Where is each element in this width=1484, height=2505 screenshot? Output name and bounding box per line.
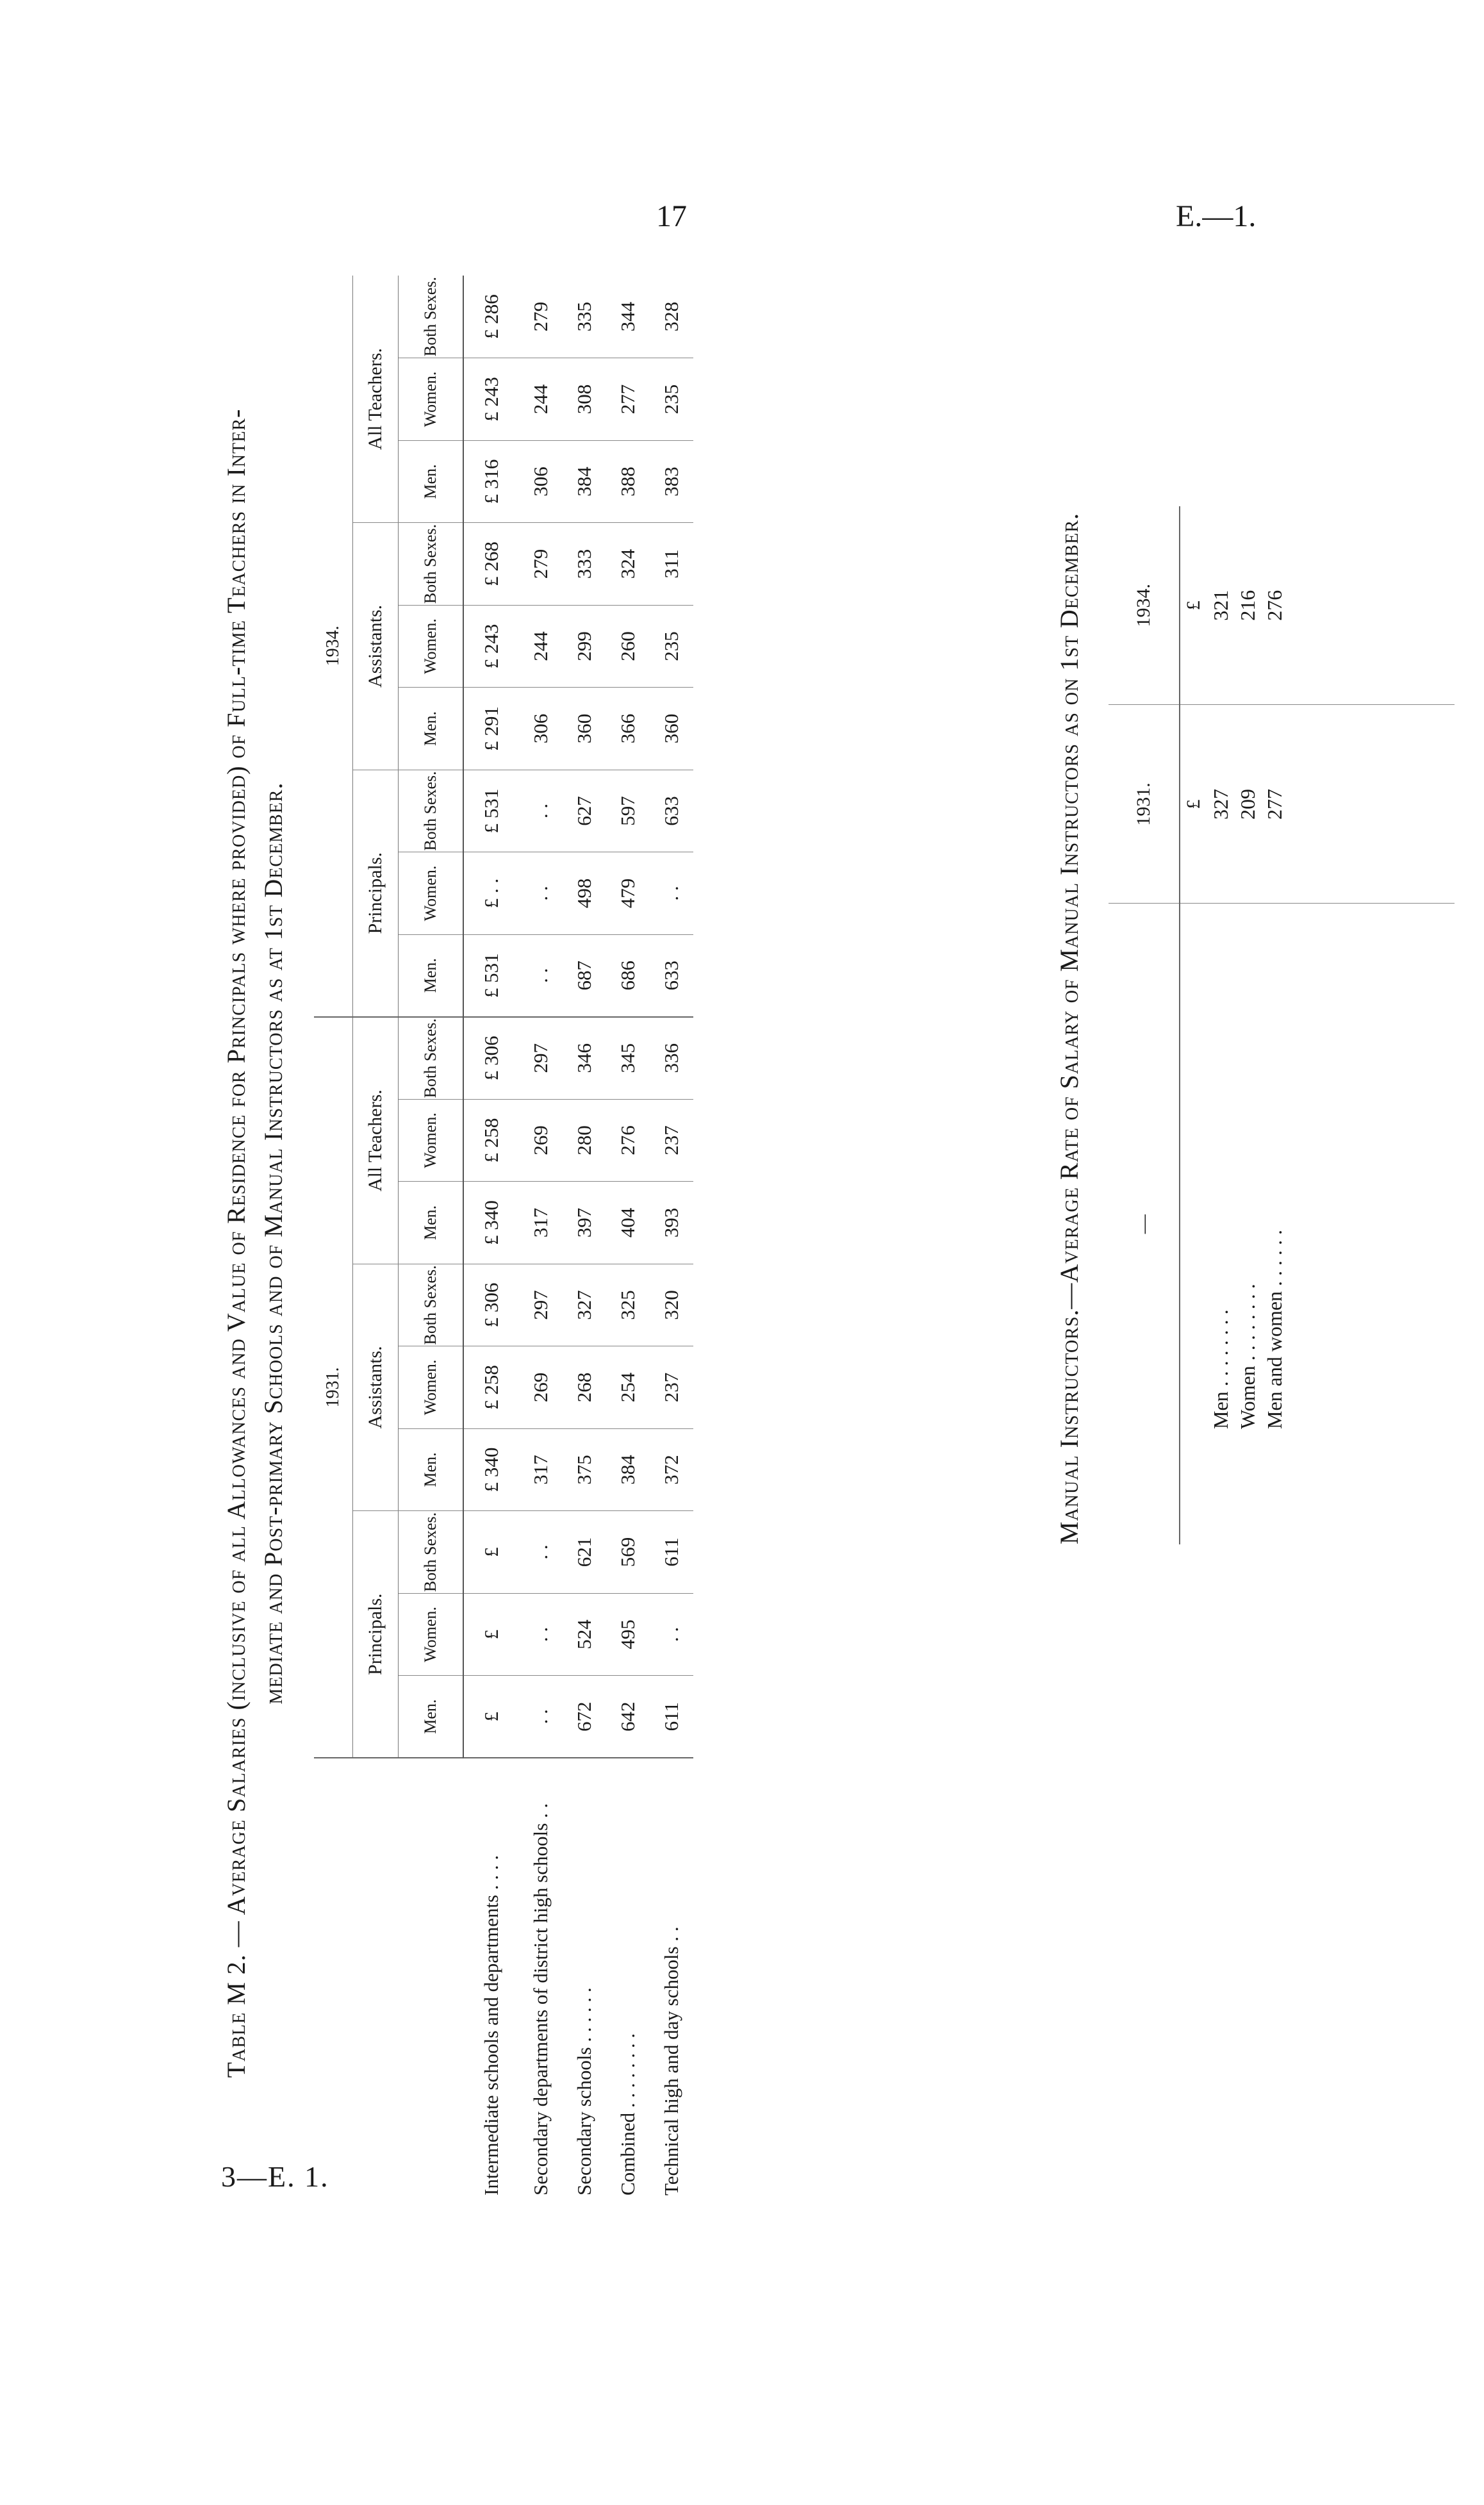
table-cell: 333 — [563, 523, 606, 606]
table-cell: £ 286 — [463, 276, 519, 358]
row-label: Secondary departments of district high schools . . — [529, 1803, 552, 2195]
table-cell: 375 — [563, 1428, 606, 1511]
subcol-header: Women. — [399, 605, 464, 688]
subcol-header: Women. — [399, 1099, 464, 1182]
row-label: Intermediate schools and departments . . . . — [479, 1855, 502, 2195]
row-label: Combined . . . . . . . . — [616, 2033, 639, 2195]
table-cell: 335 — [563, 276, 606, 358]
table-cell: £ 531 — [463, 770, 519, 852]
table2-cell: 321 — [1207, 506, 1234, 705]
table-cell: 611 — [650, 1676, 693, 1758]
table-cell: 388 — [606, 440, 650, 523]
group-principals-1931: Principals. — [353, 1511, 399, 1758]
footer-reference: 3—E. 1. — [221, 2160, 329, 2193]
table-cell: . . — [519, 1676, 563, 1758]
subcol-header: Women. — [399, 1593, 464, 1676]
table-cell: 235 — [650, 358, 693, 441]
table-cell: 495 — [606, 1593, 650, 1676]
subcol-header: Women. — [399, 1346, 464, 1429]
table-cell: £ 268 — [463, 523, 519, 606]
table2-cell: 216 — [1234, 506, 1261, 705]
table-cell: 317 — [519, 1182, 563, 1264]
table-cell: 268 — [563, 1346, 606, 1429]
table-cell: 479 — [606, 852, 650, 935]
table-cell: . . — [650, 1593, 693, 1676]
table2-year-1934: 1934. — [1109, 506, 1180, 705]
subcol-header: Both Sexes. — [399, 523, 464, 606]
table2-cell: 209 — [1234, 705, 1261, 904]
subcol-header: Men. — [399, 1676, 464, 1758]
table-cell: £ 243 — [463, 358, 519, 441]
table-cell: 237 — [650, 1346, 693, 1429]
table-cell: 633 — [650, 934, 693, 1017]
table1-year-1931: 1931. — [314, 1017, 353, 1758]
table-cell: 384 — [606, 1428, 650, 1511]
table2-bottom-space — [1288, 705, 1455, 904]
table-cell: 404 — [606, 1182, 650, 1264]
table-cell: 320 — [650, 1264, 693, 1346]
subcol-header: Men. — [399, 688, 464, 770]
page-number: 17 — [656, 199, 687, 233]
table2-cell-empty — [1180, 904, 1207, 1544]
table-cell: 308 — [563, 358, 606, 441]
group-all-teachers-1934: All Teachers. — [353, 276, 399, 523]
table-cell: £ 243 — [463, 605, 519, 688]
table-cell: . . — [650, 852, 693, 935]
table-cell: 686 — [606, 934, 650, 1017]
table1-title-line2: mediate and Post-primary Schools and of Manual Instructors as at 1st December. — [259, 782, 288, 1705]
table-cell: 336 — [650, 1017, 693, 1100]
group-principals-1934: Principals. — [353, 770, 399, 1017]
table-cell: 627 — [563, 770, 606, 852]
subcol-header: Women. — [399, 358, 464, 441]
table-cell: . . — [519, 770, 563, 852]
table-cell: 269 — [519, 1346, 563, 1429]
table2-title: Manual Instructors.—Average Rate of Salary of Manual Instructors as on 1st December. — [1055, 512, 1084, 1544]
table2-currency-1934: £ — [1180, 506, 1207, 705]
table-cell: 642 — [606, 1676, 650, 1758]
table-cell: 672 — [563, 1676, 606, 1758]
table-cell: £ — [463, 1511, 519, 1594]
table-cell: 299 — [563, 605, 606, 688]
manual-instructors-table — [1109, 506, 1455, 1544]
table-cell: 372 — [650, 1428, 693, 1511]
subcol-header: Men. — [399, 440, 464, 523]
table-cell: 254 — [606, 1346, 650, 1429]
table2-cell: 276 — [1261, 506, 1288, 705]
table-cell: £ 306 — [463, 1017, 519, 1100]
table-cell: £ — [463, 1676, 519, 1758]
table-cell: 611 — [650, 1511, 693, 1594]
document-reference: E.—1. — [1176, 199, 1257, 233]
table2-row-label: Men and women . . . . . . — [1262, 1229, 1286, 1429]
group-assistants-1934: Assistants. — [353, 523, 399, 770]
table2-cell: 277 — [1261, 705, 1288, 904]
table-cell: 306 — [519, 440, 563, 523]
subcol-header: Men. — [399, 1182, 464, 1264]
table-cell: 280 — [563, 1099, 606, 1182]
table-cell: 279 — [519, 276, 563, 358]
table-cell: . . — [519, 934, 563, 1017]
row-label: Secondary schools . . . . . . — [573, 1987, 595, 2195]
table-cell: 244 — [519, 358, 563, 441]
subcol-header: Both Sexes. — [399, 1511, 464, 1594]
table-cell: . . — [519, 1511, 563, 1594]
table-cell: 328 — [650, 276, 693, 358]
table-cell: 498 — [563, 852, 606, 935]
table-cell: 260 — [606, 605, 650, 688]
rotated-content — [218, 263, 1448, 2211]
table-cell: 325 — [606, 1264, 650, 1346]
subcol-header: Men. — [399, 934, 464, 1017]
subcol-header: Both Sexes. — [399, 276, 464, 358]
table-cell: 597 — [606, 770, 650, 852]
table-row — [519, 276, 563, 2211]
row-label: Technical high and day schools . . — [660, 1926, 682, 2195]
table-cell: 276 — [606, 1099, 650, 1182]
table-cell: 235 — [650, 605, 693, 688]
table1-title — [218, 276, 292, 2211]
subcol-header: Both Sexes. — [399, 1017, 464, 1100]
table-cell: 269 — [519, 1099, 563, 1182]
table-row — [563, 276, 606, 2211]
table-cell: £ 291 — [463, 688, 519, 770]
table-cell: £ 258 — [463, 1099, 519, 1182]
group-all-teachers-1931: All Teachers. — [353, 1017, 399, 1264]
table1-stub-header — [314, 1758, 463, 2211]
table-cell: 397 — [563, 1182, 606, 1264]
table-row — [606, 276, 650, 2211]
subcol-header: Both Sexes. — [399, 770, 464, 852]
subcol-header: Both Sexes. — [399, 1264, 464, 1346]
table-row — [650, 276, 693, 2211]
table-cell: 324 — [606, 523, 650, 606]
salaries-table — [314, 276, 693, 2211]
table-cell: 687 — [563, 934, 606, 1017]
table-cell: 277 — [606, 358, 650, 441]
table-cell: 633 — [650, 770, 693, 852]
table1-year-1934: 1934. — [314, 276, 353, 1017]
table-cell: 393 — [650, 1182, 693, 1264]
table-cell: 366 — [606, 688, 650, 770]
table-cell: . . — [519, 1593, 563, 1676]
subcol-header: Men. — [399, 1428, 464, 1511]
table2-row-label: Women . . . . . . . . — [1235, 1284, 1259, 1429]
table2-year-1931: 1931. — [1109, 705, 1180, 904]
table-cell: 306 — [519, 688, 563, 770]
table-cell: 384 — [563, 440, 606, 523]
table-cell: 344 — [606, 276, 650, 358]
table-cell: . . — [519, 852, 563, 935]
table-cell: 317 — [519, 1428, 563, 1511]
table-cell: 279 — [519, 523, 563, 606]
table-cell: £ . . — [463, 852, 519, 935]
table-cell: £ — [463, 1593, 519, 1676]
table-cell: 311 — [650, 523, 693, 606]
table-row — [463, 276, 519, 2211]
table2-currency-1931: £ — [1180, 705, 1207, 904]
table-cell: 383 — [650, 440, 693, 523]
table-cell: £ 306 — [463, 1264, 519, 1346]
table-cell: 297 — [519, 1017, 563, 1100]
subcol-header: Women. — [399, 852, 464, 935]
table-cell: £ 340 — [463, 1182, 519, 1264]
table-cell: 360 — [650, 688, 693, 770]
table-cell: 621 — [563, 1511, 606, 1594]
table-cell: 569 — [606, 1511, 650, 1594]
table2-cell: 327 — [1207, 705, 1234, 904]
table2-stub-header: — — [1109, 904, 1180, 1544]
group-assistants-1931: Assistants. — [353, 1264, 399, 1511]
table-cell: 244 — [519, 605, 563, 688]
table-cell: 345 — [606, 1017, 650, 1100]
table2-bottom-space — [1288, 506, 1455, 705]
table-cell: 237 — [650, 1099, 693, 1182]
table-cell: 360 — [563, 688, 606, 770]
table-cell: £ 316 — [463, 440, 519, 523]
table-cell: 297 — [519, 1264, 563, 1346]
table-cell: 346 — [563, 1017, 606, 1100]
table-cell: 327 — [563, 1264, 606, 1346]
table2-bottom-space — [1288, 904, 1455, 1544]
table-cell: £ 340 — [463, 1428, 519, 1511]
table1-title-line1: Table M 2. — Average Salaries (inclusive of all Allowances and Value of Residence for Principals where provided) of Full-time Teachers in Inter- — [222, 408, 251, 2078]
table-cell: £ 531 — [463, 934, 519, 1017]
table-cell: 524 — [563, 1593, 606, 1676]
table-cell: £ 258 — [463, 1346, 519, 1429]
table2-row-label: Men . . . . . . . . — [1208, 1309, 1232, 1429]
